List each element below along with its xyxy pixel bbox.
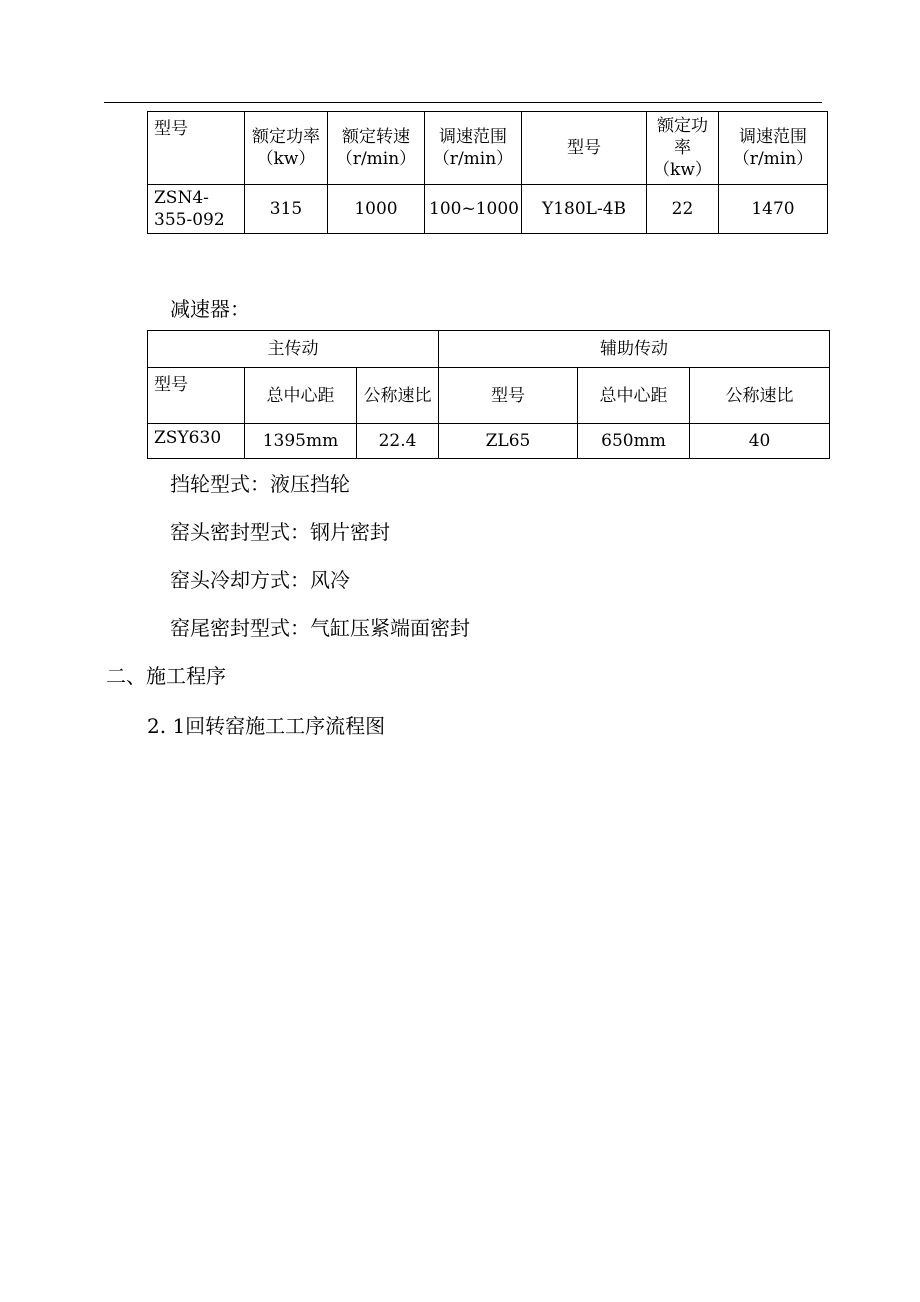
header-cell-aux-ratio: 公称速比 — [690, 368, 830, 424]
cell-model: ZSY630 — [148, 424, 245, 459]
cell-ratio: 22.4 — [357, 424, 439, 459]
header-cell-aux-center-distance: 总中心距 — [578, 368, 690, 424]
header-cell-ratio: 公称速比 — [357, 368, 439, 424]
header-cell-speed-range: 调速范围（r/min） — [425, 112, 522, 185]
cell-rated-power: 315 — [245, 185, 328, 234]
header-cell-model: 型号 — [148, 112, 245, 185]
spec-kiln-head-cooling: 窑头冷却方式：风冷 — [170, 568, 350, 592]
header-cell-model: 型号 — [148, 368, 245, 424]
header-cell-aux-model: 型号 — [522, 112, 647, 185]
cell-aux-model: ZL65 — [439, 424, 578, 459]
cell-aux-rated-power: 22 — [647, 185, 719, 234]
spec-kiln-head-seal: 窑头密封型式：钢片密封 — [170, 520, 390, 544]
subsection-heading: 2. 1回转窑施工工序流程图 — [147, 714, 386, 738]
cell-center-distance: 1395mm — [245, 424, 357, 459]
cell-aux-center-distance: 650mm — [578, 424, 690, 459]
reducer-label: 减速器： — [170, 297, 250, 321]
motor-spec-table — [147, 111, 828, 234]
header-cell-aux-speed-range: 调速范围（r/min） — [719, 112, 828, 185]
cell-aux-model: Y180L-4B — [522, 185, 647, 234]
table-row — [148, 185, 828, 234]
cell-aux-ratio: 40 — [690, 424, 830, 459]
table-header-row — [148, 112, 828, 185]
header-cell-rated-speed: 额定转速（r/min） — [328, 112, 425, 185]
cell-model: ZSN4-355-092 — [148, 185, 245, 234]
page-header-rule — [104, 102, 822, 103]
spec-kiln-tail-seal: 窑尾密封型式：气缸压紧端面密封 — [170, 616, 470, 640]
table-group-row — [148, 331, 830, 368]
section-heading: 二、施工程序 — [106, 664, 226, 688]
header-cell-rated-power: 额定功率（kw） — [245, 112, 328, 185]
cell-rated-speed: 1000 — [328, 185, 425, 234]
group-aux-drive: 辅助传动 — [439, 331, 830, 368]
cell-aux-speed-range: 1470 — [719, 185, 828, 234]
group-main-drive: 主传动 — [148, 331, 439, 368]
header-cell-aux-rated-power: 额定功率（kw） — [647, 112, 719, 185]
table-header-row — [148, 368, 830, 424]
table-row — [148, 424, 830, 459]
reducer-spec-table — [147, 330, 830, 459]
header-cell-aux-model: 型号 — [439, 368, 578, 424]
header-cell-center-distance: 总中心距 — [245, 368, 357, 424]
cell-speed-range: 100~1000 — [425, 185, 522, 234]
spec-retaining-wheel: 挡轮型式：液压挡轮 — [170, 472, 350, 496]
